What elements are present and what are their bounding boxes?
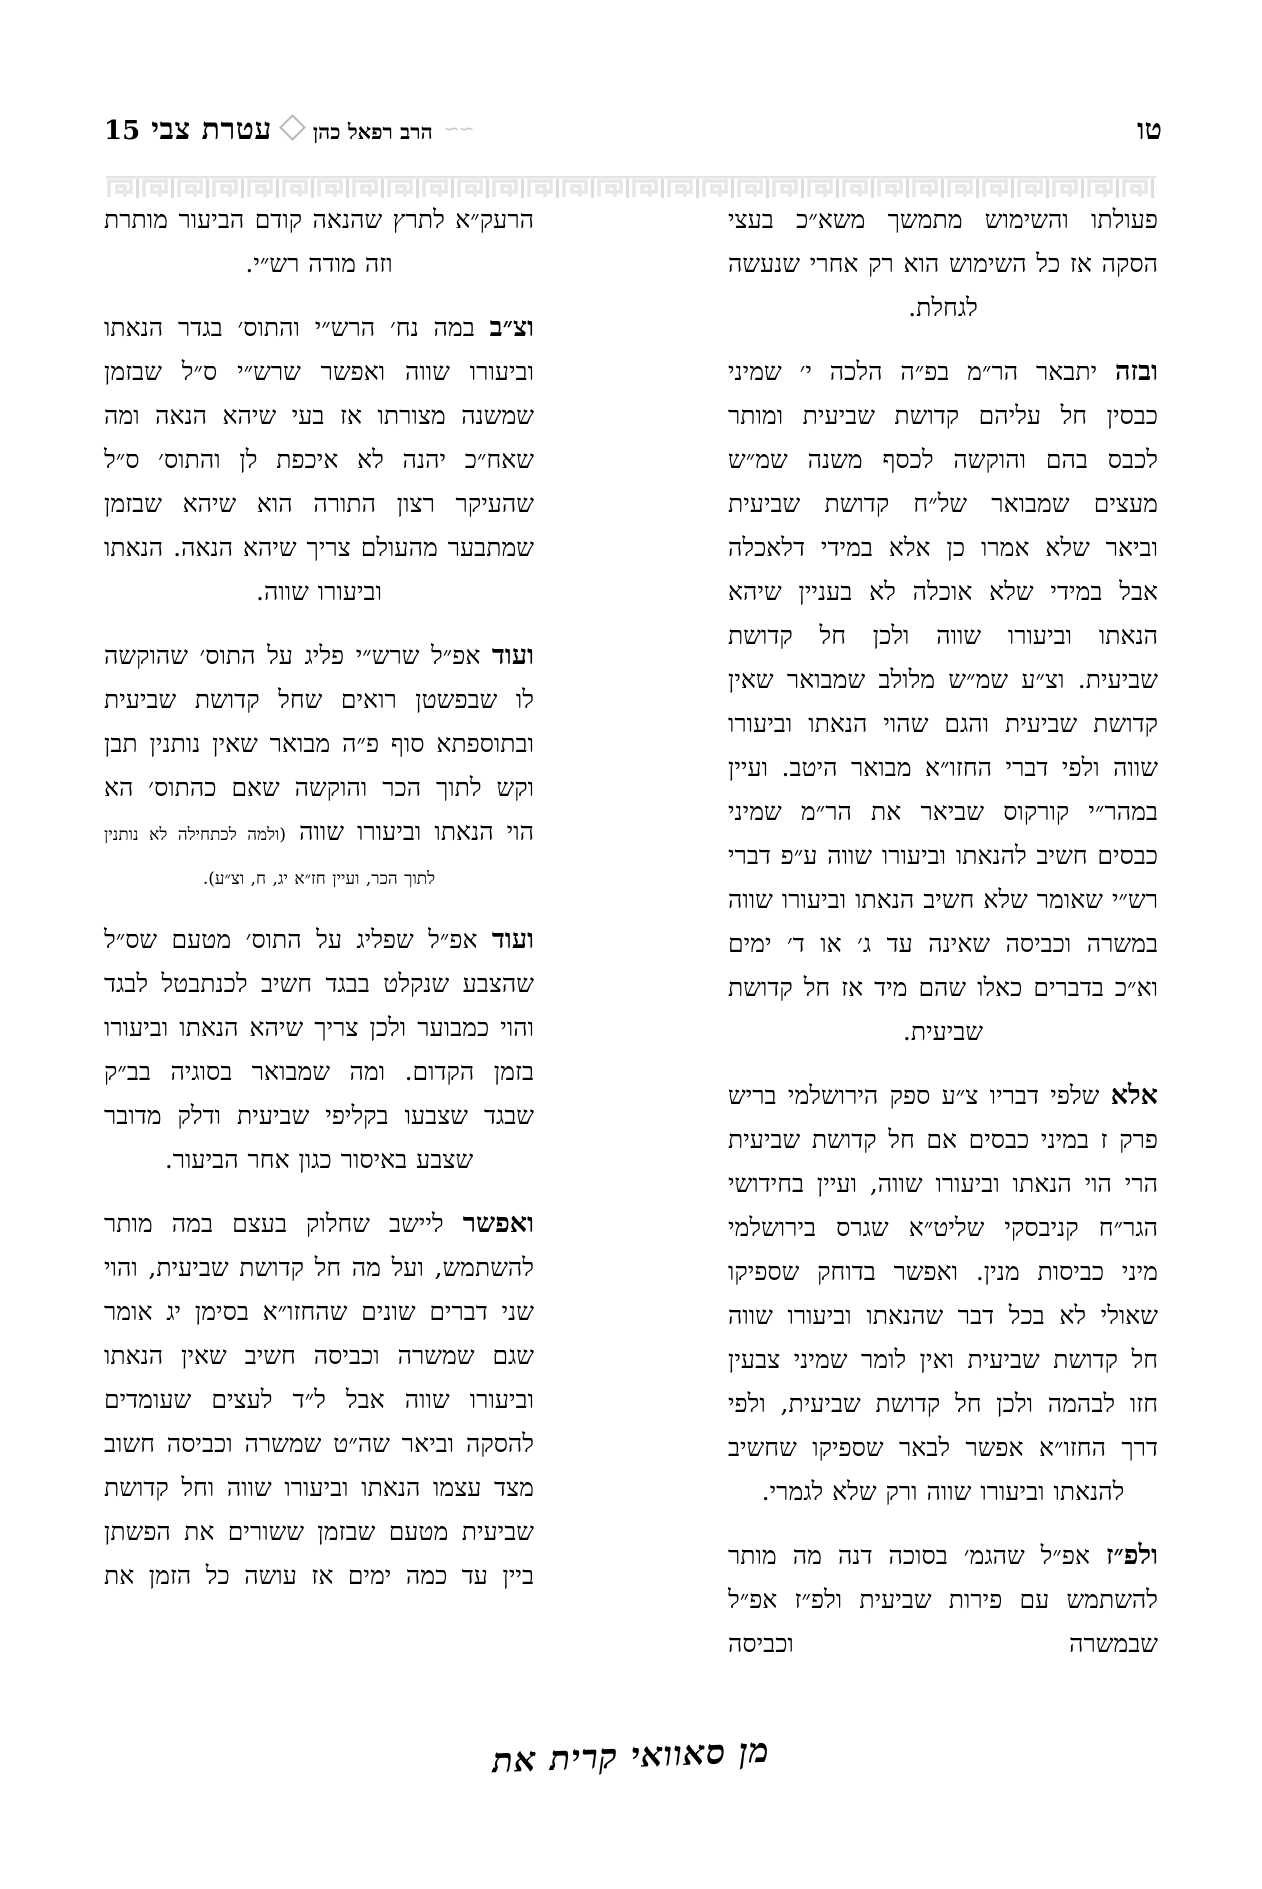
paragraph xyxy=(728,198,1158,330)
lead-word: אלא xyxy=(1110,1080,1158,1111)
paragraph xyxy=(728,1534,1158,1666)
text-columns xyxy=(104,198,1158,1698)
paragraph-text: ליישב שחלוק בעצם במה מותר להשתמש, ועל מה חל קדושת שביעית, והוי שני דברים שונים שהחזו״א בסימן יג אומר שגם שמשרה וכביסה חשיב שאין הנאתו וביעורו שווה אבל ל״ד לעצים שעומדים להסקה וביאר שה״ט שמשרה וכביסה חשוב מצד עצמו הנאתו וביעורו שווה וחל קדושת שביעית מטעם שבזמן ששורים את הפשתן ביין עד כמה ימים אז עושה כל הזמן את xyxy=(104,1209,534,1590)
lead-word: ובזה xyxy=(1115,356,1158,387)
paragraph xyxy=(104,306,534,614)
journal-title: עטרת צבי xyxy=(151,112,272,147)
squiggle-ornament: ∼∼ xyxy=(443,118,474,140)
paragraph xyxy=(728,1074,1158,1514)
lead-word: ועוד xyxy=(491,924,535,955)
running-head xyxy=(104,112,1162,156)
parenthetical-note: (ולמה לכתחילה לא נותנין לתוך הכר, ועיין חז״א יג, ח, וצ״ע). xyxy=(104,825,436,889)
lead-word: וצ״ב xyxy=(489,312,534,343)
lead-word: ועוד xyxy=(491,640,535,671)
greek-key-border xyxy=(106,176,1156,198)
folio-mark: טו xyxy=(1137,112,1162,146)
paragraph-text: יתבאר הר״מ בפ״ה הלכה י׳ שמיני כבסין חל עליהם קדושת שביעית ומותר לכבס בהם והוקשה לכסף משנה שמ״ש מעצים שמבואר של״ח קדושת שביעית וביאר שלא אמרו כן אלא במידי דלאכלה אבל במידי שלא אוכלה לא בעניין שיהא הנאתו וביעורו שווה ולכן חל קדושת שביעית. וצ״ע שמ״ש מלולב שמבואר שאין קדושת שביעית והגם שהוי הנאתו וביעורו שווה ולפי דברי החזו״א מבואר היטב. ועיין במהר״י קורקוס שביאר את הר״מ שמיני כבסים חשיב להנאתו וביעורו שווה ע״פ דברי רש״י שאומר שלא חשיב הנאתו וביעורו שווה במשרה וכביסה שאינה עד ג׳ או ד׳ ימים וא״כ בדברים כאלו שהם מיד אז חל קדושת שביעית. xyxy=(728,357,1158,1046)
paragraph-text: אפ״ל שהגמ׳ בסוכה דנה מה מותר להשתמש עם פירות שביעית ולפ״ז אפ״ל שבמשרה וכביסה xyxy=(728,1541,1158,1658)
lead-word: ואפשר xyxy=(462,1208,534,1239)
footer-script-line: מן סאוואי קרית את xyxy=(491,1730,771,1782)
page-number: 15 xyxy=(104,116,141,146)
paragraph-text: הרעק״א לתרץ שהנאה קודם הביעור מותרת וזה מודה רש״י. xyxy=(104,205,534,278)
paragraph xyxy=(104,198,534,286)
right-column xyxy=(104,198,534,1698)
paragraph-text: שלפי דבריו צ״ע ספק הירושלמי בריש פרק ז במיני כבסים אם חל קדושת שביעית הרי הוי הנאתו וביעורו שווה, ועיין בחידושי הגר״ח קניבסקי שליט״א שגרס בירושלמי מיני כביסות מנין. ואפשר בדוחק שספיקו שאולי לא בכל דבר שהנאתו וביעורו שווה חל קדושת שביעית ואין לומר שמיני צבעין חזו לבהמה ולכן חל קדושת שביעית, ולפי דרך החזו״א אפשר לבאר שספיקו שחשיב להנאתו וביעורו שווה ורק שלא לגמרי. xyxy=(728,1081,1158,1506)
left-column xyxy=(728,198,1158,1698)
paragraph xyxy=(104,918,534,1182)
paragraph xyxy=(728,350,1158,1054)
paragraph-text: פעולתו והשימוש מתמשך משא״כ בעצי הסקה אז כל השימוש הוא רק אחרי שנעשה לגחלת. xyxy=(728,205,1158,322)
running-head-right-group xyxy=(104,112,474,147)
diamond-icon xyxy=(279,114,306,141)
paragraph-text: במה נח׳ הרש״י והתוס׳ בגדר הנאתו וביעורו שווה ואפשר שרש״י ס״ל שבזמן שמשנה מצורתו אז בעי שיהא הנאה ומה שאח״כ יהנה לא איכפת לן והתוס׳ ס״ל שהעיקר רצון התורה הוא שיהא שבזמן שמתבער מהעולם צריך שיהא הנאה. הנאתו וביעורו שווה. xyxy=(104,313,534,606)
paragraph xyxy=(104,1202,534,1598)
author-name: הרב רפאל כהן xyxy=(312,119,433,144)
paragraph-text: אפ״ל שרש״י פליג על התוס׳ שהוקשה לו שבפשטן רואים שחל קדושת שביעית ובתוספתא סוף פ״ה מבואר שאין נותנין תבן וקש לתוך הכר והוקשה שאם כהתוס׳ הא הוי הנאתו וביעורו שווה xyxy=(104,641,534,846)
paragraph xyxy=(104,634,534,898)
paragraph-text: אפ״ל שפליג על התוס׳ מטעם שס״ל שהצבע שנקלט בבגד חשיב לכנתבטל לבגד והוי כמבוער ולכן צריך שיהא הנאתו וביעורו בזמן הקדום. ומה שמבואר בסוגיה בב״ק שבגד שצבעו בקליפי שביעית ודלק מדובר שצבע באיסור כגון אחר הביעור. xyxy=(104,925,534,1174)
lead-word: ולפ״ז xyxy=(1105,1540,1158,1571)
